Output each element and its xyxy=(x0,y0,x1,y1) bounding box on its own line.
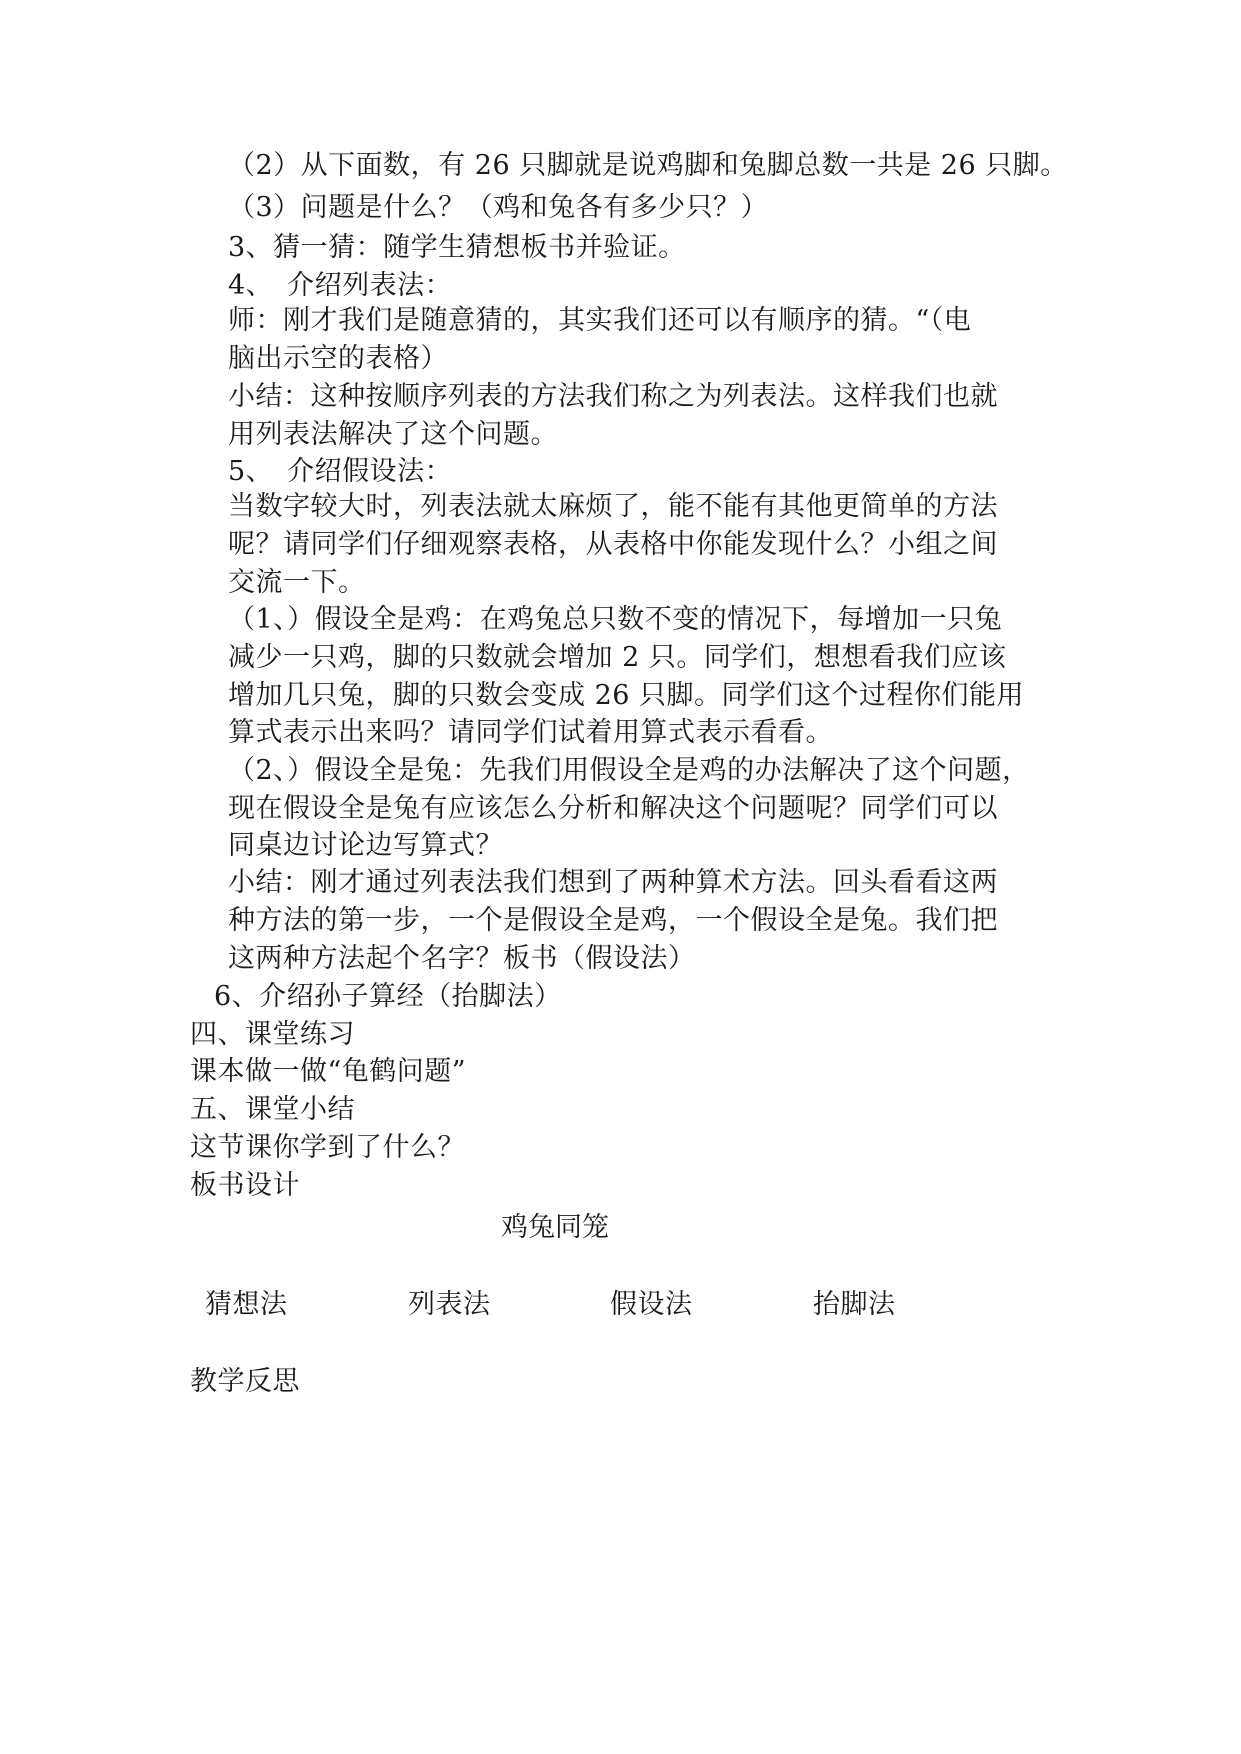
text-line-5: 师：刚才我们是随意猜的，其实我们还可以有顺序的猜。“（电 xyxy=(228,305,972,336)
text-line-4: 4、 介绍列表法： xyxy=(228,270,453,301)
text-line-11: 呢？请同学们仔细观察表格，从表格中你能发现什么？小组之间 xyxy=(228,529,998,560)
text-line-22: 这两种方法起个名字？板书（假设法） xyxy=(228,943,696,974)
text-line-19: 同桌边讨论边写算式？ xyxy=(228,830,503,861)
board-method-lift-feet: 抬脚法 xyxy=(813,1289,896,1320)
text-line-16: 算式表示出来吗？请同学们试着用算式表示看看。 xyxy=(228,717,833,748)
text-line-23: 6、介绍孙子算经（抬脚法） xyxy=(214,981,562,1012)
text-line-18: 现在假设全是兔有应该怎么分析和解决这个问题呢？同学们可以 xyxy=(228,793,998,824)
text-line-17: （2、）假设全是兔：先我们用假设全是鸡的办法解决了这个问题， xyxy=(228,755,1030,786)
board-title: 鸡兔同笼 xyxy=(501,1212,609,1243)
section-heading-board-design: 板书设计 xyxy=(190,1170,300,1201)
text-line-10: 当数字较大时，列表法就太麻烦了，能不能有其他更简单的方法 xyxy=(228,491,998,522)
text-line-27: 这节课你学到了什么？ xyxy=(190,1132,465,1163)
text-line-2: （3）问题是什么？（鸡和兔各有多少只？） xyxy=(228,192,769,223)
text-line-15: 增加几只兔，脚的只数会变成 26 只脚。同学们这个过程你们能用 xyxy=(228,680,1025,711)
section-heading-reflection: 教学反思 xyxy=(190,1366,300,1397)
board-method-table: 列表法 xyxy=(408,1289,491,1320)
section-heading-practice: 四、课堂练习 xyxy=(190,1019,355,1050)
text-line-25: 课本做一做“龟鹤问题” xyxy=(190,1056,467,1087)
text-line-12: 交流一下。 xyxy=(228,567,366,598)
text-line-13: （1、）假设全是鸡：在鸡兔总只数不变的情况下，每增加一只兔 xyxy=(228,604,1003,635)
text-line-8: 用列表法解决了这个问题。 xyxy=(228,419,558,450)
text-line-6: 脑出示空的表格） xyxy=(228,343,448,374)
text-line-1: （2）从下面数，有 26 只脚就是说鸡脚和兔脚总数一共是 26 只脚。 xyxy=(228,150,1068,181)
text-line-20: 小结：刚才通过列表法我们想到了两种算术方法。回头看看这两 xyxy=(228,867,998,898)
text-line-3: 3、猜一猜：随学生猜想板书并验证。 xyxy=(228,232,686,263)
text-line-14: 减少一只鸡，脚的只数就会增加 2 只。同学们，想想看我们应该 xyxy=(228,642,1007,673)
text-line-9: 5、 介绍假设法： xyxy=(228,456,453,487)
text-line-7: 小结：这种按顺序列表的方法我们称之为列表法。这样我们也就 xyxy=(228,381,998,412)
section-heading-summary: 五、课堂小结 xyxy=(190,1094,355,1125)
text-line-21: 种方法的第一步，一个是假设全是鸡，一个假设全是兔。我们把 xyxy=(228,905,998,936)
board-method-guess: 猜想法 xyxy=(205,1289,288,1320)
board-method-assume: 假设法 xyxy=(610,1289,693,1320)
